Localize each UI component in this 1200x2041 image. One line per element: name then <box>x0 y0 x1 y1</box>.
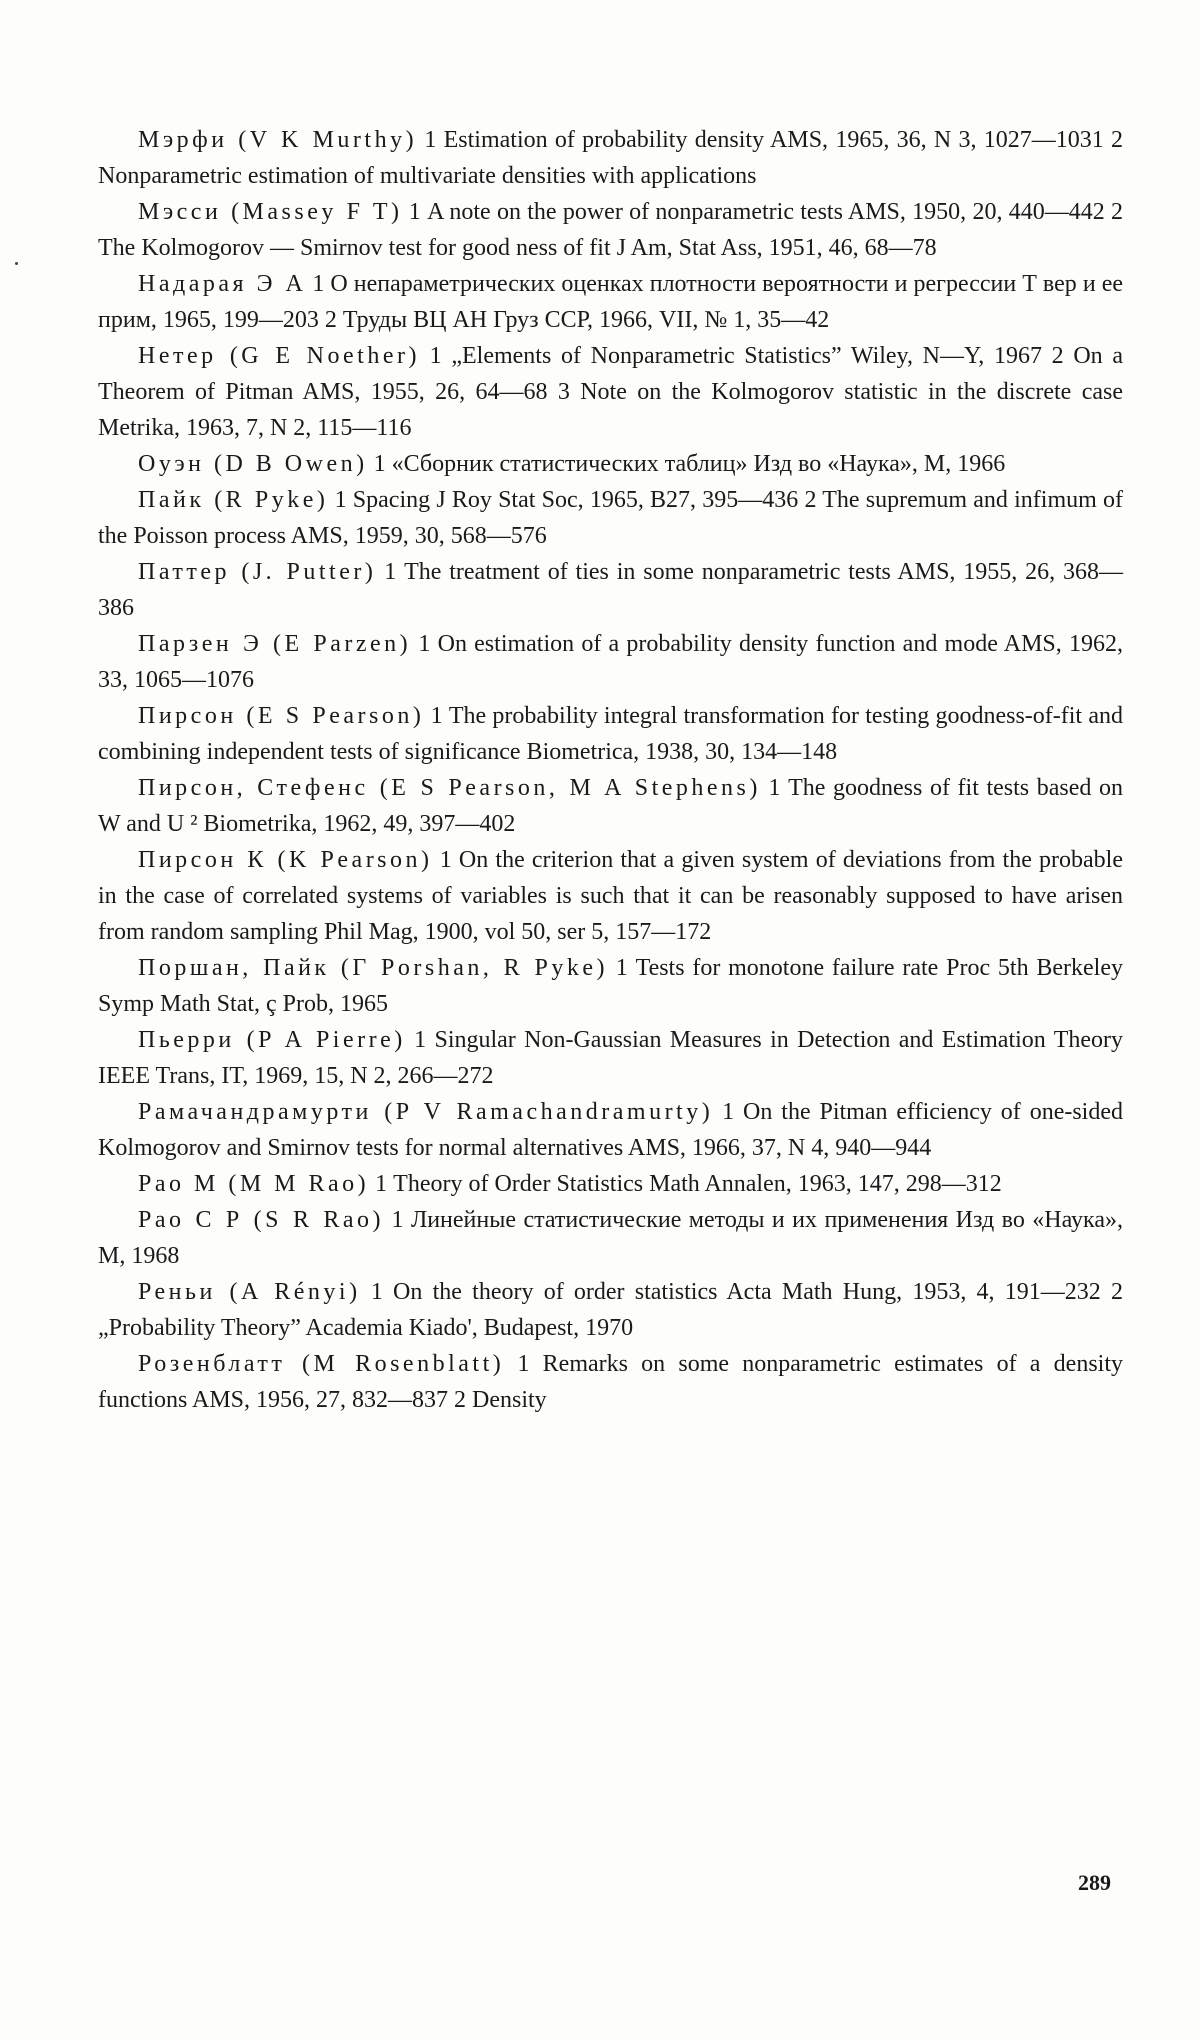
entry-text: 1 „Elements of Nonparametric Statistics” Wiley, N—Y, 1967 2 On a Theorem of Pitman AMS, 1955, 26, 64—68 3 Note on the Kolmogorov statistic in the discrete case Metrika, 1963, 7, N 2, 115—116 <box>98 343 1123 441</box>
entry-author: Оуэн (D B Owen) <box>138 451 368 477</box>
bibliography-entry <box>98 266 1123 338</box>
entry-text: 1 The goodness of fit tests based on W and U ² Biometrika, 1962, 49, 397—402 <box>98 775 1124 837</box>
bibliography-entry <box>98 1094 1123 1166</box>
entry-author: Розенблатт (M Rosenblatt) <box>138 1351 505 1377</box>
entry-author: Реньи (A Rényi) <box>138 1279 361 1305</box>
entry-author: Надарая Э А <box>138 271 307 297</box>
entry-author: Рамачандрамурти (P V Ramachandramurty) <box>138 1099 714 1125</box>
entry-text: 1 Tests for monotone failure rate Proc 5th Berkeley Symp Math Stat, ç Prob, 1965 <box>98 955 1123 1017</box>
entry-author: Поршан, Пайк (Г Porshan, R Pyke) <box>138 955 608 981</box>
bibliography-entry <box>98 338 1123 446</box>
bibliography-entry <box>98 1202 1123 1274</box>
entry-text: 1 The treatment of ties in some nonparametric tests AMS, 1955, 26, 368—386 <box>98 559 1123 621</box>
bibliography-entry <box>98 122 1123 194</box>
entry-author: Мэрфи (V K Murthy) <box>138 127 418 153</box>
entry-text: 1 Remarks on some nonparametric estimates of a density functions AMS, 1956, 27, 832—837 2 Density <box>98 1351 1123 1413</box>
page-number: 289 <box>1078 1870 1111 1895</box>
entry-text: 1 Spacing J Roy Stat Soc, 1965, B27, 395—436 2 The supremum and infimum of the Poisson process AMS, 1959, 30, 568—576 <box>98 487 1123 549</box>
bibliography-entry <box>98 626 1123 698</box>
entry-text: 1 A note on the power of nonparametric tests AMS, 1950, 20, 440—442 2 The Kolmogorov — Smirnov test for good ness of fit J Am, Stat Ass, 1951, 46, 68—78 <box>98 199 1124 261</box>
bibliography-entry <box>98 698 1123 770</box>
bibliography-entry <box>98 482 1123 554</box>
bibliography-entry <box>98 554 1123 626</box>
entry-text: 1 On estimation of a probability density function and mode AMS, 1962, 33, 1065—1076 <box>98 631 1123 693</box>
entry-author: Пайк (R Pyke) <box>138 487 329 513</box>
entry-text: 1 Estimation of probability density AMS, 1965, 36, N 3, 1027—1031 2 Nonparametric estimation of multivariate densities with applications <box>98 127 1124 189</box>
entry-text: 1 Theory of Order Statistics Math Annalen, 1963, 147, 298—312 <box>369 1171 1002 1197</box>
entry-text: 1 On the theory of order statistics Acta Math Hung, 1953, 4, 191—232 2 „Probability Theory” Academia Kiado', Budapest, 1970 <box>98 1279 1123 1341</box>
entry-text: 1 Линейные статистические методы и их применения Изд во «Наука», М, 1968 <box>98 1207 1124 1269</box>
entry-text: 1 The probability integral transformation for testing goodness-of-fit and combining independent tests of significance Biometrica, 1938, 30, 134—148 <box>98 703 1123 765</box>
entry-author: Нетер (G E Noether) <box>138 343 420 369</box>
bibliography-entry <box>98 770 1123 842</box>
entry-author: Мэсси (Massey F T) <box>138 199 403 225</box>
entry-author: Пирсон (E S Pearson) <box>138 703 425 729</box>
entry-author: Пирсон, Стефенс (E S Pearson, M A Stephens) <box>138 775 761 801</box>
bibliography-entry <box>98 1346 1123 1418</box>
bibliography-entry <box>98 950 1123 1022</box>
entry-author: Пьерри (P A Pierre) <box>138 1027 406 1053</box>
entry-author: Рао М (M M Rao) <box>138 1171 370 1197</box>
entry-text: 1 On the criterion that a given system of deviations from the probable in the case of correlated systems of variables is such that it can be reasonably supposed to have arisen from random sampling Phil Mag, 1900, vol 50, ser 5, 157—172 <box>98 847 1124 945</box>
entry-text: 1 On the Pitman efficiency of one-sided Kolmogorov and Smirnov tests for normal alternatives AMS, 1966, 37, N 4, 940—944 <box>98 1099 1124 1161</box>
entry-text: 1 О непараметрических оценках плотности вероятности и регрессии Т вер и ее прим, 1965, 199—203 2 Труды ВЦ АН Груз ССР, 1966, VII, № 1, 35—42 <box>98 271 1124 333</box>
bibliography-entry <box>98 1274 1123 1346</box>
entry-text: 1 Singular Non-Gaussian Measures in Detection and Estimation Theory IEEE Trans, IT, 1969, 15, N 2, 266—272 <box>98 1027 1124 1089</box>
entry-author: Пирсон К (K Pearson) <box>138 847 433 873</box>
bibliography-column <box>98 122 1123 1418</box>
entry-author: Парзен Э (E Parzen) <box>138 631 412 657</box>
bibliography-entry <box>98 446 1123 482</box>
entry-author: Рао С Р (S R Rao) <box>138 1207 385 1233</box>
bibliography-entry <box>98 842 1123 950</box>
entry-text: 1 «Сборник статистических таблиц» Изд во «Наука», М, 1966 <box>367 451 1006 477</box>
bibliography-entry <box>98 194 1123 266</box>
print-speck <box>15 262 18 265</box>
entry-author: Паттер (J. Putter) <box>138 559 377 585</box>
bibliography-entry <box>98 1022 1123 1094</box>
bibliography-entry <box>98 1166 1123 1202</box>
